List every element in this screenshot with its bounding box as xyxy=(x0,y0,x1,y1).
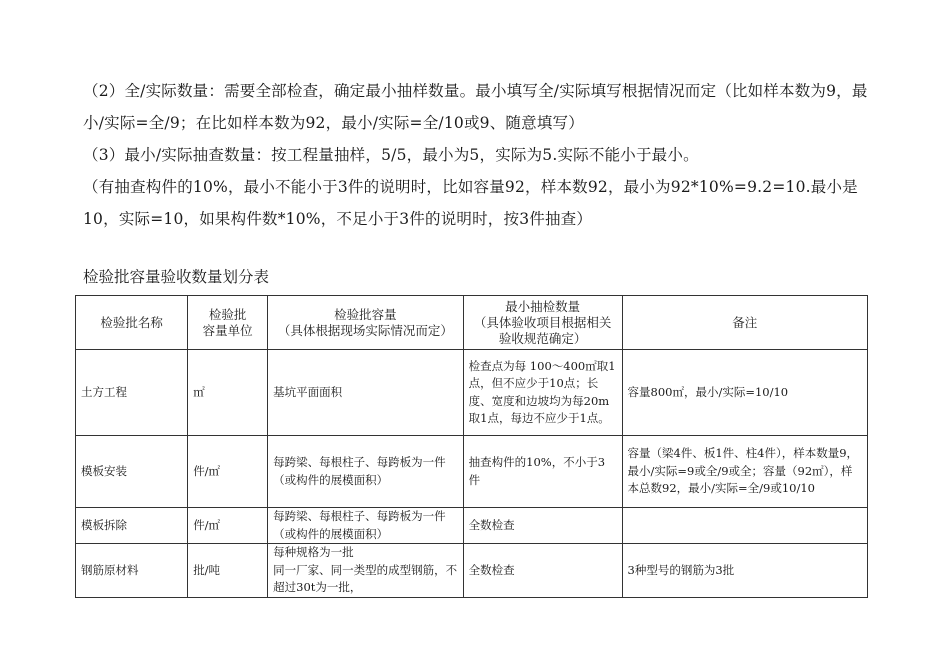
cell-min-sample: 检查点为每 100～400㎡取1点，但不应少于10点；长度、宽度和边坡均为每20m取1点，每边不应少于1点。 xyxy=(463,350,622,436)
capacity-table xyxy=(75,295,868,598)
cell-min-sample: 全数检查 xyxy=(463,508,622,544)
table-title: 检验批容量验收数量划分表 xyxy=(83,268,270,286)
table-row xyxy=(76,436,868,508)
cell-unit: ㎡ xyxy=(188,350,268,436)
cell-capacity: 每跨梁、每根柱子、每跨板为一件（或构件的展模面积） xyxy=(268,436,464,508)
cell-name: 钢筋原材料 xyxy=(76,544,188,598)
table-row xyxy=(76,544,868,598)
cell-name: 模板拆除 xyxy=(76,508,188,544)
table-header-row xyxy=(76,296,868,350)
cell-capacity: 基坑平面面积 xyxy=(268,350,464,436)
cell-note xyxy=(622,508,868,544)
paragraph-ten-percent-note: （有抽查构件的10%，最小不能小于3件的说明时，比如容量92，样本数92，最小为92*10%=9.2=10.最小是10，实际=10，如果构件数*10%，不足小于3件的说明时，按3件抽查） xyxy=(83,178,858,228)
cell-note: 容量800㎡，最小/实际=10/10 xyxy=(622,350,868,436)
cell-min-sample: 全数检查 xyxy=(463,544,622,598)
paragraph-min-actual-sampling: （3）最小/实际抽查数量：按工程量抽样，5/5，最小为5，实际为5.实际不能小于最小。 xyxy=(83,146,699,164)
cell-note: 容量（梁4件、板1件、柱4件），样本数量9，最小/实际=9或全/9或全；容量（92㎡），样本总数92，最小/实际=全/9或10/10 xyxy=(622,436,868,508)
cell-name: 模板安装 xyxy=(76,436,188,508)
cell-unit: 批/吨 xyxy=(188,544,268,598)
cell-capacity: 每种规格为一批 同一厂家、同一类型的成型钢筋，不超过30t为一批， xyxy=(268,544,464,598)
cell-note: 3种型号的钢筋为3批 xyxy=(622,544,868,598)
header-note: 备注 xyxy=(622,296,868,350)
header-unit: 检验批 容量单位 xyxy=(188,296,268,350)
header-name: 检验批名称 xyxy=(76,296,188,350)
header-min-sample: 最小抽检数量 （具体验收项目根据相关验收规范确定） xyxy=(463,296,622,350)
table-row xyxy=(76,508,868,544)
cell-capacity: 每跨梁、每根柱子、每跨板为一件（或构件的展模面积） xyxy=(268,508,464,544)
cell-unit: 件/㎡ xyxy=(188,508,268,544)
paragraph-full-actual-quantity: （2）全/实际数量：需要全部检查，确定最小抽样数量。最小填写全/实际填写根据情况而定（比如样本数为9，最小/实际=全/9；在比如样本数为92，最小/实际=全/10或9、随意填写） xyxy=(83,82,868,132)
cell-name: 土方工程 xyxy=(76,350,188,436)
cell-unit: 件/㎡ xyxy=(188,436,268,508)
cell-min-sample: 抽查构件的10%，不小于3件 xyxy=(463,436,622,508)
table-row xyxy=(76,350,868,436)
header-capacity: 检验批容量 （具体根据现场实际情况而定） xyxy=(268,296,464,350)
